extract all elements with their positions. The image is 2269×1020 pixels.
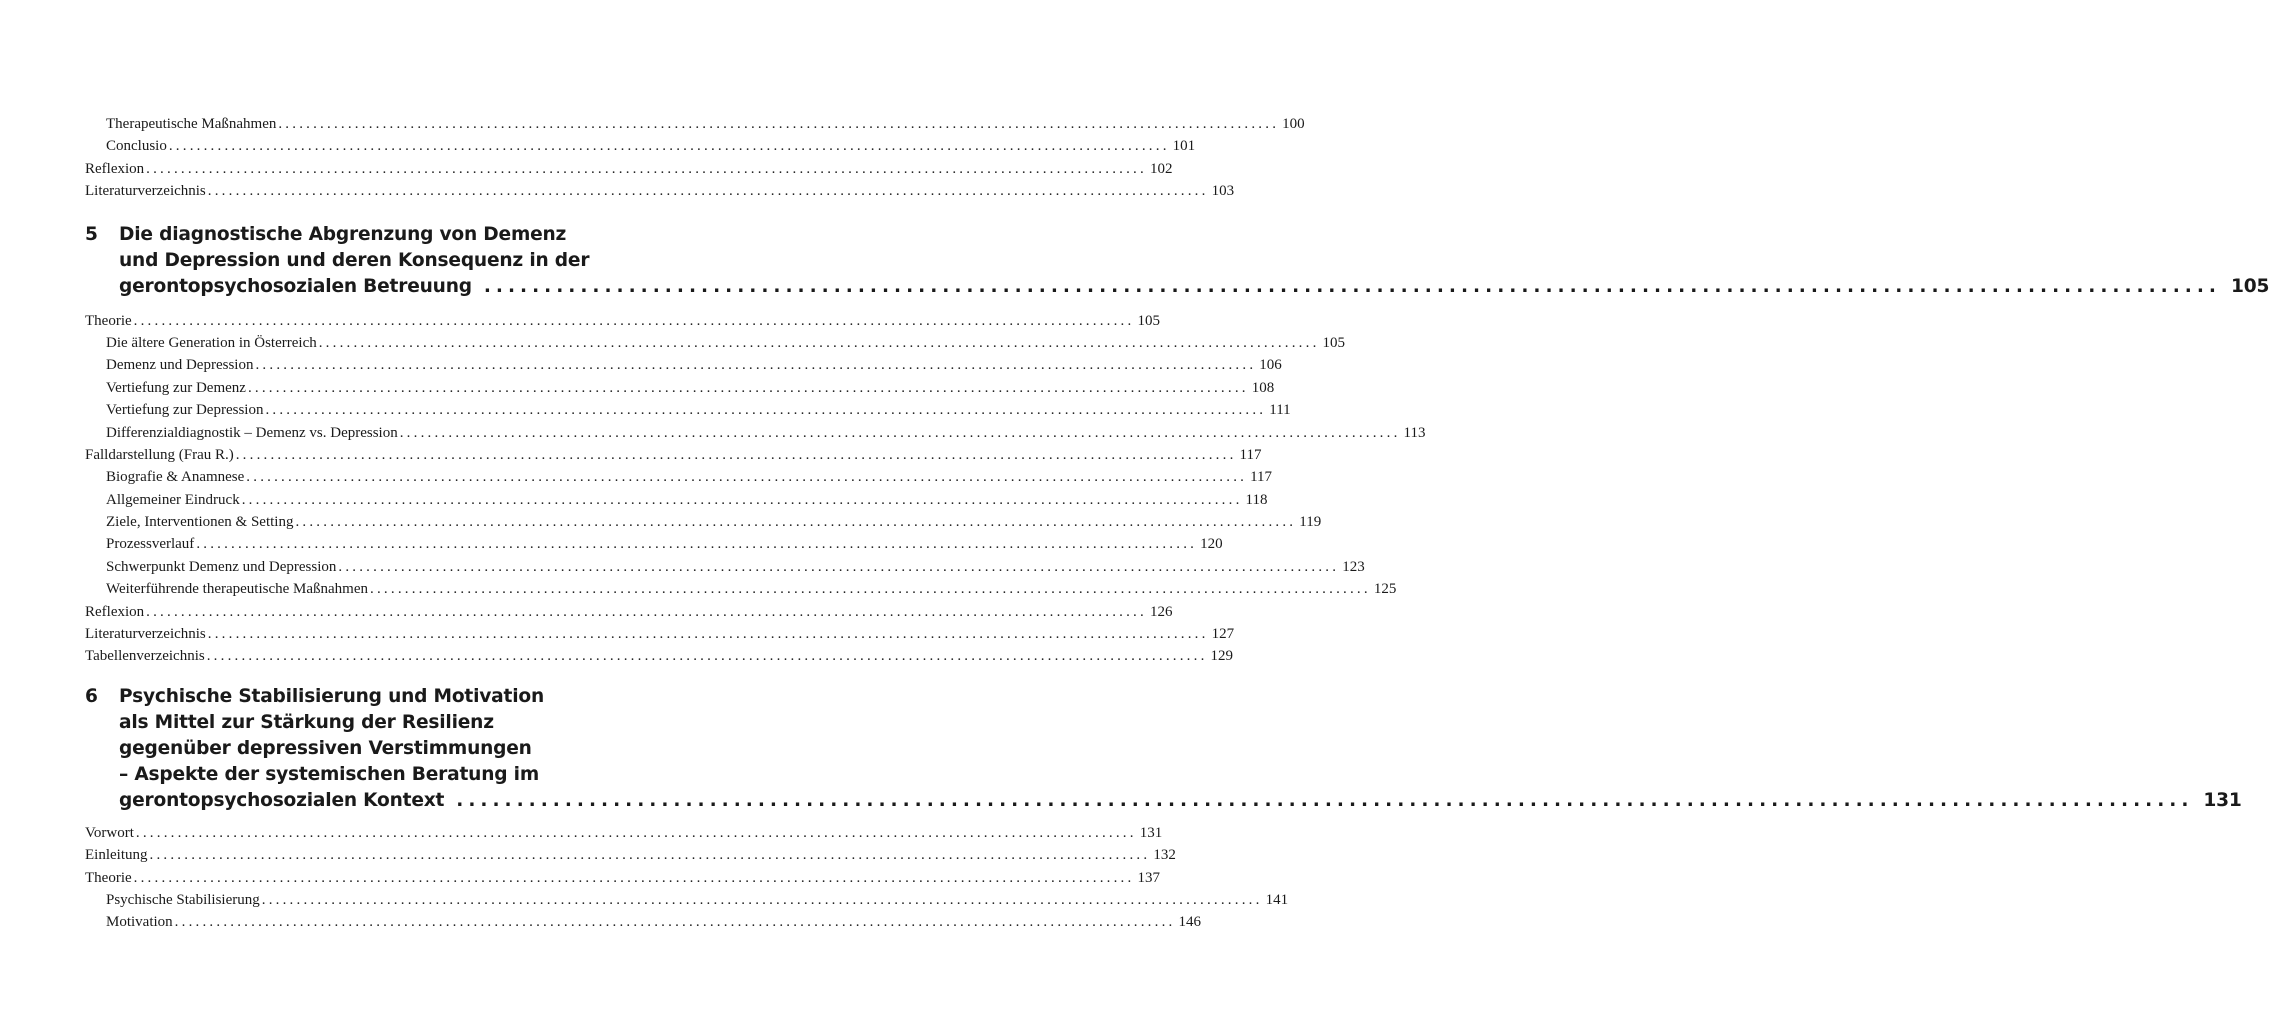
dot-leader: ................................................................................................................................................ (207, 183, 1209, 200)
chapter-title-text: Die diagnostische Abgrenzung von Demenz (119, 223, 567, 245)
toc-entry-page: 100 (1282, 116, 1305, 132)
toc-entry-page: 127 (1211, 626, 1235, 643)
toc-entry-page: 103 (1211, 183, 1235, 200)
chapter-title-text: – Aspekte der systemischen Beratung im (119, 763, 539, 785)
toc-entry-label: Theorie (85, 312, 132, 329)
toc-entry-label: Weiterführende therapeutische Maßnahmen (106, 581, 369, 598)
toc-entry-label: Motivation (106, 914, 173, 931)
dot-leader: ................................................................................................................................................ (146, 603, 1147, 620)
toc-entry-label: Psychische Stabilisierung (106, 891, 260, 908)
toc-entry[interactable] (85, 332, 1346, 354)
toc-entry-label: Demenz und Depression (106, 357, 254, 374)
toc-entry-page: 137 (1137, 869, 1160, 886)
toc-entry-page: 118 (1245, 491, 1268, 508)
toc-entry[interactable] (85, 645, 1234, 667)
toc-entry-page: 101 (1172, 138, 1196, 155)
toc-entry[interactable] (85, 867, 1160, 889)
toc-entry-label: Falldarstellung (Frau R.) (85, 446, 234, 463)
dot-leader: ................................................................................................................................................ (207, 626, 1209, 643)
toc-entry[interactable] (85, 911, 1201, 933)
toc-entry-page: 131 (1139, 824, 1163, 841)
toc-entry-page: 146 (1178, 914, 1201, 931)
toc-entry[interactable] (85, 399, 1291, 421)
chapter-page-number: 131 (2203, 789, 2242, 811)
toc-entry[interactable] (85, 556, 1365, 578)
dot-leader: ................................................................................................................................................ (146, 160, 1147, 177)
toc-entry-page: 129 (1210, 648, 1234, 665)
toc-entry-page: 106 (1259, 357, 1282, 374)
dot-leader: ................................................................................................................................................ (318, 334, 1320, 351)
chapter-number: 5 (85, 223, 98, 245)
dot-leader: ................................................................................................................................................ (174, 914, 1176, 931)
toc-entry-page: 126 (1149, 603, 1173, 620)
toc-entry[interactable] (85, 822, 1163, 844)
chapter-title-text: als Mittel zur Stärkung der Resilienz (119, 711, 494, 733)
toc-entry[interactable] (85, 578, 1397, 600)
chapter-page-number: 105 (2231, 275, 2269, 297)
dot-leader: ................................................................................................................................................ (483, 275, 2221, 297)
toc-entry[interactable] (85, 135, 1196, 157)
chapter-title-text: gegenüber depressiven Verstimmungen (119, 737, 532, 759)
dot-leader: ................................................................................................................................................ (261, 891, 1263, 908)
toc-entry-page: 117 (1239, 446, 1262, 463)
toc-entry-page: 117 (1250, 469, 1273, 486)
toc-entry-page: 105 (1322, 334, 1346, 351)
toc-entry-label: Allgemeiner Eindruck (106, 491, 240, 508)
toc-entry[interactable] (85, 511, 1322, 533)
toc-entry-page: 102 (1149, 160, 1173, 177)
toc-entry-page: 111 (1269, 402, 1291, 419)
chapter-title-text: gerontopsychosozialen Betreuung (119, 275, 472, 297)
toc-entry[interactable] (85, 466, 1273, 488)
table-of-contents (85, 113, 2269, 934)
toc-entry-page: 108 (1251, 379, 1275, 396)
chapter-title-line (119, 248, 623, 274)
chapter-number: 6 (85, 685, 98, 707)
dot-leader: ................................................................................................................................................ (206, 648, 1208, 665)
chapter-title-text: Psychische Stabilisierung und Motivation (119, 685, 545, 707)
chapter-title-line (119, 684, 623, 710)
chapter-title-line (119, 788, 2242, 814)
toc-entry-label: Ziele, Interventionen & Setting (106, 514, 294, 531)
dot-leader: ................................................................................................................................................ (295, 514, 1297, 531)
toc-section-chapter-5 (85, 310, 1426, 668)
dot-leader: ................................................................................................................................................ (235, 446, 1237, 463)
toc-entry[interactable] (85, 489, 1268, 511)
toc-section-chapter-6 (85, 822, 1289, 934)
toc-entry-label: Literaturverzeichnis (85, 626, 206, 643)
toc-entry-label: Literaturverzeichnis (85, 183, 206, 200)
toc-entry-label: Einleitung (85, 847, 148, 864)
toc-entry[interactable] (85, 113, 1305, 135)
chapter-6-heading[interactable] (85, 684, 2242, 814)
dot-leader: ................................................................................................................................................ (246, 469, 1248, 486)
toc-entry-label: Biografie & Anamnese (106, 469, 245, 486)
dot-leader: ................................................................................................................................................ (133, 312, 1135, 329)
chapter-title-line (119, 274, 2269, 300)
toc-section-previous (85, 113, 1305, 203)
chapter-title-line (119, 222, 623, 248)
dot-leader: ................................................................................................................................................ (149, 847, 1151, 864)
toc-entry-page: 105 (1137, 312, 1160, 329)
toc-entry-label: Vorwort (85, 824, 134, 841)
toc-entry[interactable] (85, 354, 1282, 376)
dot-leader: ................................................................................................................................................ (338, 558, 1340, 575)
toc-entry[interactable] (85, 422, 1426, 444)
chapter-title-line (119, 710, 623, 736)
toc-entry-label: Prozessverlauf (106, 536, 195, 553)
dot-leader: ................................................................................................................................................ (265, 402, 1267, 419)
dot-leader: ................................................................................................................................................ (247, 379, 1249, 396)
toc-entry-label: Vertiefung zur Demenz (106, 379, 246, 396)
toc-entry-label: Reflexion (85, 603, 145, 620)
toc-entry[interactable] (85, 158, 1173, 180)
toc-entry[interactable] (85, 310, 1160, 332)
dot-leader: ................................................................................................................................................ (370, 581, 1371, 598)
toc-entry-page: 132 (1153, 847, 1176, 864)
toc-entry-page: 125 (1373, 581, 1397, 598)
toc-entry-page: 113 (1403, 424, 1426, 441)
dot-leader: ................................................................................................................................................ (399, 424, 1401, 441)
dot-leader: ................................................................................................................................................ (255, 357, 1257, 374)
toc-entry-label: Conclusio (106, 138, 167, 155)
toc-entry-label: Schwerpunkt Demenz und Depression (106, 558, 337, 575)
chapter-title-text: und Depression und deren Konsequenz in der (119, 249, 590, 271)
toc-entry-label: Reflexion (85, 160, 145, 177)
toc-entry-label: Vertiefung zur Depression (106, 402, 264, 419)
chapter-title-line (119, 736, 623, 762)
toc-entry[interactable] (85, 444, 1262, 466)
chapter-5-heading[interactable] (85, 222, 2269, 300)
toc-entry[interactable] (85, 623, 1235, 645)
dot-leader: ................................................................................................................................................ (168, 138, 1170, 155)
dot-leader: ................................................................................................................................................ (456, 789, 2194, 811)
toc-entry-page: 120 (1200, 536, 1223, 553)
toc-entry-label: Die ältere Generation in Österreich (106, 334, 317, 351)
chapter-title-line (119, 762, 623, 788)
dot-leader: ................................................................................................................................................ (135, 824, 1137, 841)
toc-entry[interactable] (85, 601, 1173, 623)
dot-leader: ................................................................................................................................................ (133, 869, 1135, 886)
dot-leader: ................................................................................................................................................ (278, 116, 1280, 132)
toc-entry[interactable] (85, 533, 1223, 555)
dot-leader: ................................................................................................................................................ (196, 536, 1198, 553)
chapter-title-text: gerontopsychosozialen Kontext (119, 789, 445, 811)
toc-entry-label: Therapeutische Maßnahmen (106, 116, 277, 132)
toc-entry[interactable] (85, 180, 1235, 202)
toc-entry[interactable] (85, 844, 1176, 866)
toc-entry-page: 141 (1265, 891, 1289, 908)
toc-entry[interactable] (85, 377, 1275, 399)
toc-entry-label: Tabellenverzeichnis (85, 648, 205, 665)
toc-entry-label: Theorie (85, 869, 132, 886)
toc-entry[interactable] (85, 889, 1289, 911)
toc-entry-label: Differenzialdiagnostik – Demenz vs. Depression (106, 424, 398, 441)
toc-entry-page: 119 (1299, 514, 1322, 531)
dot-leader: ................................................................................................................................................ (241, 491, 1243, 508)
toc-entry-page: 123 (1342, 558, 1365, 575)
